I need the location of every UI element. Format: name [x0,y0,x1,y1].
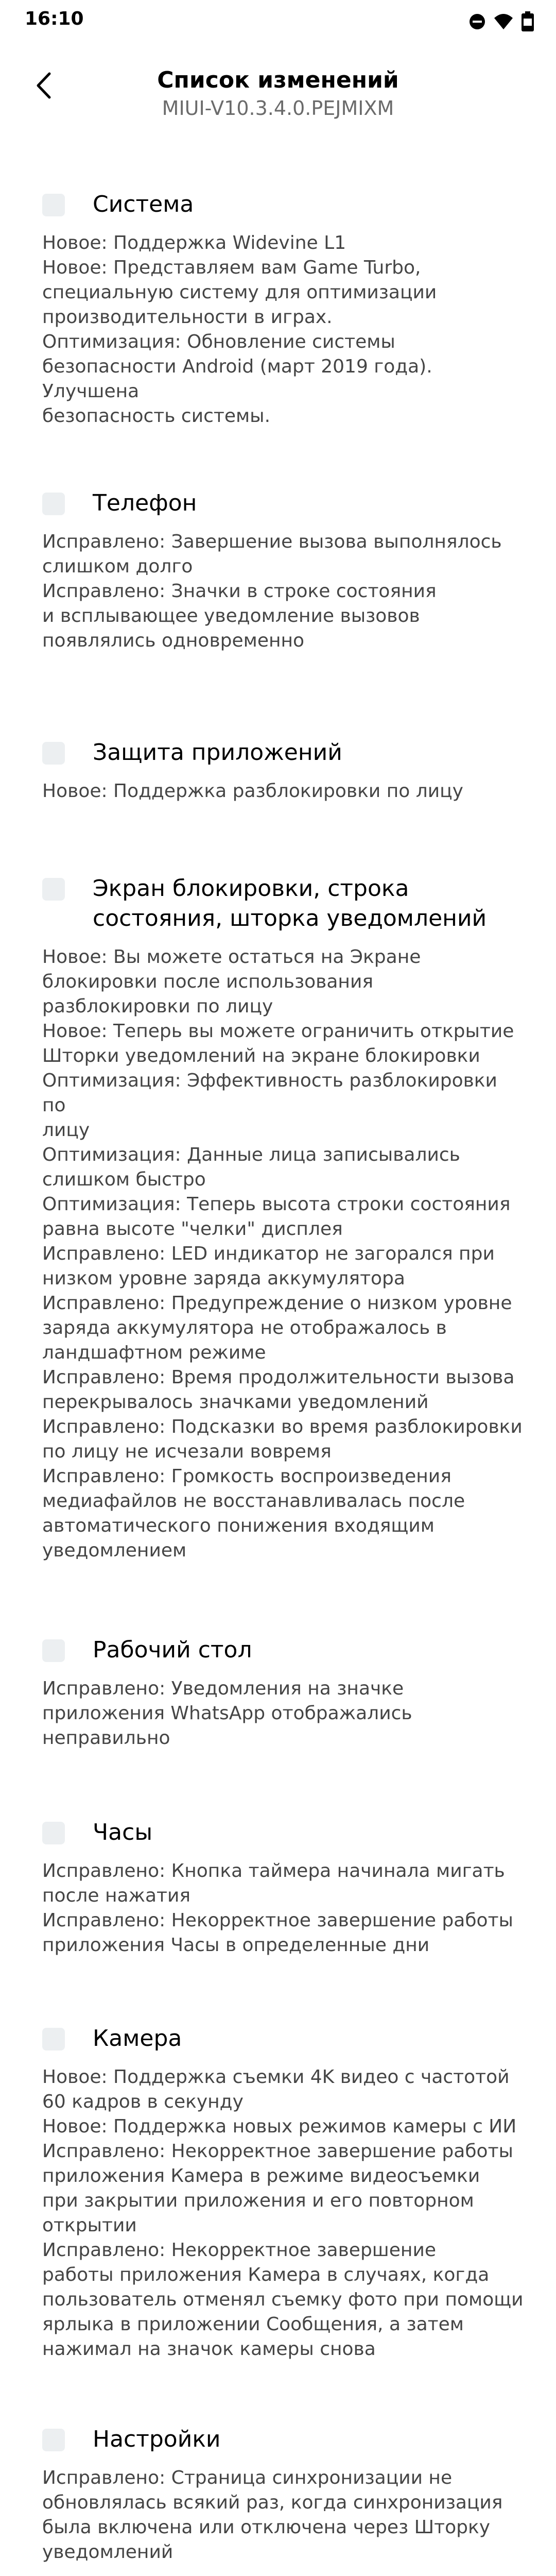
section-icon [42,878,65,901]
body-line: Исправлено: LED индикатор не загорался при [42,1243,495,1264]
section-icon [42,194,65,216]
body-line: Исправлено: Значки в строке состояния [42,581,437,602]
section-system [0,184,556,429]
body-line: 60 кадров в секунду [42,2091,244,2112]
section-title-line: Защита приложений [93,739,342,766]
body-line: работы приложения Камера в случаях, когда [42,2264,490,2285]
section-body [42,1676,526,1751]
section-icon [42,493,65,515]
body-line: пользователь отменял съемку фото при помощи [42,2289,524,2310]
body-line: Новое: Поддержка Widevine L1 [42,232,346,253]
section-header [0,1630,556,1671]
body-line: блокировки после использования [42,971,374,992]
body-line: уведомлений [42,2541,173,2563]
section-app-lock [0,733,556,804]
body-line: слишком быстро [42,1169,206,1190]
section-header [0,483,556,524]
header [0,43,556,140]
battery-icon [521,11,534,32]
wifi-icon [493,13,514,30]
body-line: нажимал на значок камеры снова [42,2338,376,2360]
section-settings [0,2419,556,2565]
body-line: Исправлено: Некорректное завершение [42,2240,436,2261]
section-body [42,2466,526,2565]
body-line: перекрывалось значками уведомлений [42,1392,429,1413]
body-line: открытии [42,2215,137,2236]
section-title [93,874,525,934]
section-body [42,945,526,1563]
body-line: безопасность системы. [42,405,271,427]
body-line: Исправлено: Завершение вызова выполнялось [42,531,502,552]
body-line: и всплывающее уведомление вызовов [42,605,420,626]
body-line: Исправлено: Подсказки во время разблокировки [42,1416,523,1437]
dnd-icon [468,13,486,30]
section-title [93,2024,525,2054]
section-body [42,231,526,429]
body-line: приложения Камера в режиме видеосъемки [42,2165,480,2187]
body-line: Новое: Представляем вам Game Turbo, [42,257,421,278]
body-line: Новое: Вы можете остаться на Экране [42,946,421,968]
body-line: медиафайлов не восстанавливалась после [42,1490,465,1512]
body-line: приложения Часы в определенные дни [42,1935,430,1956]
body-line: Исправлено: Уведомления на значке [42,1678,404,1699]
section-title [93,1818,525,1848]
section-clock [0,1812,556,1958]
section-title-line: шторка уведомлений [230,905,487,931]
body-line: производительности в играх. [42,307,333,328]
section-body [42,2065,526,2362]
body-line: Оптимизация: Обновление системы [42,331,395,352]
body-line: при закрытии приложения и его повторном [42,2190,474,2211]
section-body [42,1859,526,1958]
body-line: низком уровне заряда аккумулятора [42,1268,405,1289]
section-title-line: Настройки [93,2426,221,2452]
section-header [0,1812,556,1854]
section-header [0,184,556,226]
section-title-line: Камера [93,2025,182,2052]
section-title [93,2425,525,2454]
body-line: Исправлено: Некорректное завершение работы [42,1910,513,1931]
section-phone [0,483,556,653]
body-line: заряда аккумулятора не отображалось в [42,1317,447,1338]
section-body [42,779,526,804]
section-icon [42,742,65,765]
body-line: Исправлено: Кнопка таймера начинала мигать [42,1860,505,1882]
body-line: Шторки уведомлений на экране блокировки [42,1045,480,1066]
section-desktop [0,1630,556,1751]
body-line: Новое: Поддержка новых режимов камеры с ИИ [42,2116,517,2137]
section-title-line: Система [93,191,194,217]
page-title: Список изменений [157,67,399,93]
body-line: ярлыка в приложении Сообщения, а затем [42,2314,464,2335]
body-line: Исправлено: Страница синхронизации не [42,2467,453,2488]
section-lockscreen [0,869,556,1563]
section-header [0,869,556,940]
body-line: по лицу не исчезали вовремя [42,1441,332,1462]
body-line: разблокировки по лицу [42,996,273,1017]
body-line: безопасности Android (март 2019 года). Улучшена [42,356,432,402]
body-line: Новое: Поддержка разблокировки по лицу [42,781,463,802]
section-title [93,1635,525,1665]
body-line: Новое: Поддержка съемки 4K видео с частотой [42,2066,510,2088]
status-time: 16:10 [25,8,84,29]
section-title [93,738,525,768]
body-line: Оптимизация: Эффективность разблокировки по [42,1070,497,1116]
section-title-line: Часы [93,1819,153,1845]
body-line: слишком долго [42,556,193,577]
section-body [42,530,526,653]
section-camera [0,2019,556,2362]
body-line: лицу [42,1120,90,1141]
body-line: после нажатия [42,1885,191,1906]
status-bar [0,0,556,43]
section-icon [42,2429,65,2451]
body-line: Исправлено: Некорректное завершение работы [42,2141,513,2162]
body-line: Исправлено: Предупреждение о низком уровне [42,1293,512,1314]
body-line: была включена или отключена через Шторку [42,2517,491,2538]
body-line: Оптимизация: Теперь высота строки состояния [42,1194,511,1215]
body-line: появлялись одновременно [42,630,305,651]
body-line: обновлялась всякий раз, когда синхронизация [42,2492,503,2513]
body-line: равна высоте "челки" дисплея [42,1218,343,1240]
section-icon [42,2028,65,2050]
section-header [0,2419,556,2461]
section-title-line: Рабочий стол [93,1637,252,1663]
section-title-line: Экран блокировки, строка состояния, [93,875,409,931]
body-line: неправильно [42,1727,170,1749]
body-line: автоматического понижения входящим [42,1515,435,1536]
version-subtitle: MIUI-V10.3.4.0.PEJMIXM [162,97,394,120]
body-line: приложения WhatsApp отображались [42,1703,412,1724]
body-line: Оптимизация: Данные лица записывались [42,1144,460,1165]
section-icon [42,1822,65,1844]
section-title-line: Телефон [93,490,197,516]
section-header [0,733,556,774]
status-icons [468,11,534,32]
section-title [93,190,525,219]
body-line: Исправлено: Время продолжительности вызова [42,1367,515,1388]
body-line: ландшафтном режиме [42,1342,266,1363]
section-title [93,488,525,518]
section-icon [42,1639,65,1662]
body-line: Исправлено: Громкость воспроизведения [42,1466,451,1487]
section-header [0,2019,556,2060]
body-line: Новое: Теперь вы можете ограничить открытие [42,1021,514,1042]
body-line: уведомлением [42,1540,187,1561]
body-line: специальную систему для оптимизации [42,282,437,303]
